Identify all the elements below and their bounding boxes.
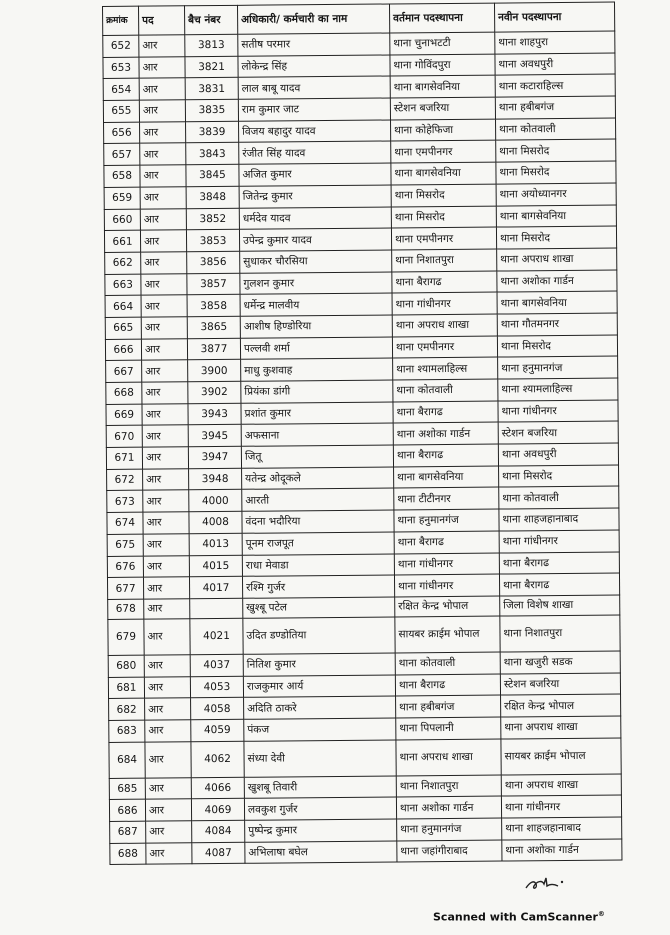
cell-badge: 3852 bbox=[186, 208, 239, 230]
cell-name: राजकुमार आर्य bbox=[243, 675, 395, 698]
cell-serial: 656 bbox=[104, 122, 140, 144]
cell-rank: आर bbox=[142, 403, 188, 425]
cell-current-posting: थाना बैरागढ bbox=[395, 674, 500, 697]
cell-new-posting: थाना हनुमानगंज bbox=[498, 356, 618, 379]
watermark-text: Scanned with CamScanner bbox=[433, 910, 598, 924]
cell-serial: 686 bbox=[109, 799, 145, 821]
cell-rank: आर bbox=[145, 777, 191, 799]
header-serial: क्रमांक bbox=[103, 6, 139, 35]
cell-current-posting: थाना बैरागढ bbox=[394, 531, 499, 554]
cell-badge: 3902 bbox=[188, 381, 241, 403]
cell-serial: 666 bbox=[105, 339, 141, 361]
cell-serial: 659 bbox=[104, 187, 140, 209]
cell-rank: आर bbox=[144, 599, 190, 619]
header-new-posting: नवीन पदस्थापना bbox=[494, 2, 614, 32]
cell-new-posting: थाना खजुरी सडक bbox=[500, 651, 620, 674]
cell-serial: 671 bbox=[106, 447, 142, 469]
cell-rank: आर bbox=[141, 295, 187, 317]
cell-current-posting: स्टेशन बजरिया bbox=[390, 97, 495, 120]
cell-name: लाल बाबू यादव bbox=[238, 76, 390, 99]
cell-serial: 660 bbox=[104, 209, 140, 231]
cell-badge: 3843 bbox=[186, 143, 239, 165]
cell-current-posting: सायबर क्राईम भोपाल bbox=[395, 616, 500, 653]
cell-name: धर्मेन्द्र मालवीय bbox=[240, 293, 392, 316]
table-body bbox=[103, 31, 622, 865]
cell-name: उदित डण्डोतिया bbox=[243, 617, 395, 654]
cell-rank: आर bbox=[140, 208, 186, 230]
cell-badge: 3948 bbox=[189, 468, 242, 490]
cell-serial: 682 bbox=[109, 698, 145, 720]
cell-new-posting: थाना बैरागढ bbox=[499, 573, 619, 596]
cell-rank: आर bbox=[140, 122, 186, 144]
cell-rank: आर bbox=[146, 842, 192, 864]
cell-name: लवकुश गुर्जर bbox=[244, 797, 396, 820]
header-current-posting: वर्तमान पदस्थापना bbox=[389, 3, 494, 33]
header-badge: बैच नंबर bbox=[185, 5, 238, 34]
cell-new-posting: थाना हबीबगंज bbox=[495, 96, 615, 119]
cell-new-posting: थाना मिसरोद bbox=[496, 226, 616, 249]
cell-current-posting: थाना बागसेवनिया bbox=[391, 162, 496, 185]
cell-rank: आर bbox=[139, 56, 185, 78]
scanner-watermark bbox=[433, 910, 605, 924]
registered-mark: ® bbox=[597, 910, 605, 918]
cell-rank: आर bbox=[142, 382, 188, 404]
cell-name: अजित कुमार bbox=[239, 163, 391, 186]
cell-badge: 3865 bbox=[187, 316, 240, 338]
cell-name: सुधाकर चौरसिया bbox=[240, 250, 392, 273]
cell-new-posting: थाना गांधीनगर bbox=[498, 400, 618, 423]
transfer-table bbox=[102, 2, 622, 866]
cell-name: विजय बहादुर यादव bbox=[239, 120, 391, 143]
cell-current-posting: थाना हनुमानगंज bbox=[397, 818, 502, 841]
cell-badge: 3947 bbox=[188, 446, 241, 468]
cell-serial: 674 bbox=[107, 512, 143, 534]
cell-serial: 677 bbox=[107, 577, 143, 599]
cell-serial: 684 bbox=[109, 742, 145, 778]
cell-new-posting: थाना मिसरोद bbox=[497, 335, 617, 358]
cell-current-posting: थाना श्यामलाहिल्स bbox=[393, 357, 498, 380]
cell-badge: 3853 bbox=[186, 229, 239, 251]
cell-badge: 4066 bbox=[191, 777, 244, 799]
cell-current-posting: थाना कोहेफिजा bbox=[391, 119, 496, 142]
cell-rank: आर bbox=[142, 360, 188, 382]
cell-new-posting: थाना शाहजहानाबाद bbox=[502, 817, 622, 840]
cell-serial: 685 bbox=[109, 778, 145, 800]
cell-serial: 662 bbox=[105, 252, 141, 274]
cell-name: प्रशांत कुमार bbox=[241, 402, 393, 425]
cell-serial: 672 bbox=[107, 469, 143, 491]
cell-rank: आर bbox=[140, 143, 186, 165]
cell-new-posting: थाना बागसेवनिया bbox=[497, 291, 617, 314]
cell-badge: 3857 bbox=[187, 273, 240, 295]
cell-name: सतीष परमार bbox=[238, 33, 390, 56]
cell-badge: 4053 bbox=[190, 676, 243, 698]
cell-rank: आर bbox=[142, 447, 188, 469]
cell-rank: आर bbox=[145, 741, 191, 777]
cell-badge: 3848 bbox=[186, 186, 239, 208]
cell-current-posting: थाना निशातपुरा bbox=[396, 775, 501, 798]
cell-rank: आर bbox=[141, 273, 187, 295]
cell-current-posting: थाना गोविंदपुरा bbox=[390, 54, 495, 77]
cell-new-posting: थाना अपराध शाखा bbox=[501, 774, 621, 797]
cell-new-posting: थाना मिसरोद bbox=[496, 161, 616, 184]
cell-name: पल्लवी शर्मा bbox=[240, 337, 392, 360]
cell-serial: 663 bbox=[105, 274, 141, 296]
cell-rank: आर bbox=[144, 655, 190, 677]
cell-name: गुलशन कुमार bbox=[240, 272, 392, 295]
cell-current-posting: थाना टीटीनगर bbox=[394, 487, 499, 510]
cell-badge: 3831 bbox=[185, 78, 238, 100]
cell-current-posting: थाना मिसरोद bbox=[391, 184, 496, 207]
cell-new-posting: रक्षित केन्द्र भोपाल bbox=[501, 694, 621, 717]
cell-badge: 3813 bbox=[185, 34, 238, 56]
cell-name: अभिलाषा बघेल bbox=[245, 841, 397, 864]
cell-name: पूनम राजपूत bbox=[242, 532, 394, 555]
cell-serial: 688 bbox=[110, 843, 146, 865]
cell-name: पंकज bbox=[244, 718, 396, 741]
cell-new-posting: थाना अशोका गार्डन bbox=[502, 839, 622, 862]
cell-new-posting: थाना श्यामलाहिल्स bbox=[498, 378, 618, 401]
cell-current-posting: थाना जहांगीराबाद bbox=[397, 840, 502, 863]
cell-rank: आर bbox=[144, 619, 190, 655]
cell-new-posting: थाना कटाराहिल्स bbox=[495, 74, 615, 97]
cell-serial: 687 bbox=[110, 821, 146, 843]
cell-name: धर्मदेव यादव bbox=[239, 206, 391, 229]
cell-current-posting: थाना बागसेवनिया bbox=[390, 75, 495, 98]
cell-new-posting: थाना कोतवाली bbox=[495, 118, 615, 141]
cell-rank: आर bbox=[139, 78, 185, 100]
cell-name: अदिति ठाकरे bbox=[244, 696, 396, 719]
cell-new-posting: थाना गांधीनगर bbox=[499, 530, 619, 553]
header-name: अधिकारी/ कर्मचारी का नाम bbox=[237, 4, 389, 34]
cell-current-posting: थाना पिपलानी bbox=[396, 717, 501, 740]
cell-serial: 658 bbox=[104, 165, 140, 187]
cell-name: यतेन्द्र ओदूकले bbox=[242, 467, 394, 490]
cell-serial: 668 bbox=[106, 382, 142, 404]
cell-badge: 3943 bbox=[188, 403, 241, 425]
cell-name: माधु कुशवाह bbox=[241, 358, 393, 381]
cell-name: नितिश कुमार bbox=[243, 653, 395, 676]
cell-new-posting: जिला विशेष शाखा bbox=[500, 595, 620, 616]
cell-badge: 4059 bbox=[191, 719, 244, 741]
cell-name: अफसाना bbox=[241, 423, 393, 446]
cell-serial: 661 bbox=[104, 230, 140, 252]
cell-badge: 4017 bbox=[189, 576, 242, 598]
cell-badge: 4000 bbox=[189, 490, 242, 512]
cell-new-posting: थाना बागसेवनिया bbox=[496, 205, 616, 228]
cell-current-posting: थाना एमपीनगर bbox=[392, 336, 497, 359]
cell-badge: 4058 bbox=[191, 698, 244, 720]
cell-new-posting: थाना अपराध शाखा bbox=[497, 248, 617, 271]
cell-serial: 673 bbox=[107, 491, 143, 513]
cell-name: संध्या देवी bbox=[244, 740, 396, 777]
cell-new-posting: स्टेशन बजरिया bbox=[498, 421, 618, 444]
cell-current-posting: थाना अपराध शाखा bbox=[392, 314, 497, 337]
cell-name: खुशबू तिवारी bbox=[244, 776, 396, 799]
cell-current-posting: थाना मिसरोद bbox=[391, 206, 496, 229]
cell-rank: आर bbox=[146, 821, 192, 843]
cell-name: खुश्बू पटेल bbox=[243, 597, 395, 618]
cell-serial: 676 bbox=[107, 556, 143, 578]
cell-serial: 681 bbox=[108, 677, 144, 699]
cell-rank: आर bbox=[140, 187, 186, 209]
cell-current-posting: थाना हबीबगंज bbox=[396, 695, 501, 718]
cell-current-posting: थाना बैरागढ bbox=[393, 401, 498, 424]
cell-current-posting: थाना अशोका गार्डन bbox=[393, 422, 498, 445]
signature bbox=[522, 872, 572, 896]
cell-badge: 3835 bbox=[185, 99, 238, 121]
cell-name: पुष्पेन्द्र कुमार bbox=[245, 819, 397, 842]
cell-new-posting: थाना अशोका गार्डन bbox=[497, 270, 617, 293]
cell-rank: आर bbox=[144, 676, 190, 698]
cell-new-posting: थाना अपराध शाखा bbox=[501, 716, 621, 739]
cell-serial: 683 bbox=[109, 720, 145, 742]
cell-current-posting: थाना गांधीनगर bbox=[392, 292, 497, 315]
cell-name: राधा मेवाडा bbox=[242, 553, 394, 576]
cell-rank: आर bbox=[139, 35, 185, 57]
cell-name: आरती bbox=[242, 488, 394, 511]
cell-new-posting: थाना शाहजहानाबाद bbox=[499, 508, 619, 531]
cell-name: आशीष हिण्डोरिया bbox=[240, 315, 392, 338]
cell-serial: 653 bbox=[103, 57, 139, 79]
cell-name: प्रियंका डांगी bbox=[241, 380, 393, 403]
cell-current-posting: थाना गांधीनगर bbox=[394, 574, 499, 597]
table-header-row bbox=[103, 2, 615, 35]
cell-serial: 670 bbox=[106, 426, 142, 448]
cell-rank: आर bbox=[143, 534, 189, 556]
cell-new-posting: थाना मिसरोद bbox=[499, 465, 619, 488]
cell-current-posting: थाना निशातपुरा bbox=[392, 249, 497, 272]
cell-new-posting: थाना गौतमनगर bbox=[497, 313, 617, 336]
cell-name: जितू bbox=[241, 445, 393, 468]
cell-serial: 664 bbox=[105, 295, 141, 317]
cell-current-posting: थाना एमपीनगर bbox=[391, 227, 496, 250]
cell-current-posting: थाना अशोका गार्डन bbox=[396, 796, 501, 819]
cell-badge: 4021 bbox=[190, 618, 243, 654]
cell-new-posting: थाना गांधीनगर bbox=[501, 795, 621, 818]
cell-current-posting: थाना एमपीनगर bbox=[391, 141, 496, 164]
cell-badge: 3900 bbox=[188, 360, 241, 382]
cell-serial: 680 bbox=[108, 655, 144, 677]
cell-badge: 4062 bbox=[191, 741, 244, 777]
cell-new-posting: थाना अयोध्यानगर bbox=[496, 183, 616, 206]
cell-current-posting: थाना कोतवाली bbox=[393, 379, 498, 402]
cell-new-posting: थाना अवधपुरी bbox=[495, 53, 615, 76]
cell-rank: आर bbox=[145, 799, 191, 821]
cell-current-posting: थाना गांधीनगर bbox=[394, 553, 499, 576]
cell-rank: आर bbox=[143, 490, 189, 512]
cell-new-posting: सायबर क्राईम भोपाल bbox=[501, 738, 621, 775]
cell-serial: 665 bbox=[105, 317, 141, 339]
cell-new-posting: थाना कोतवाली bbox=[499, 486, 619, 509]
cell-badge: 4015 bbox=[189, 555, 242, 577]
cell-badge: 4008 bbox=[189, 511, 242, 533]
cell-badge: 4084 bbox=[192, 820, 245, 842]
cell-badge: 3856 bbox=[187, 251, 240, 273]
cell-badge: 3945 bbox=[188, 425, 241, 447]
cell-badge: 4087 bbox=[192, 842, 245, 864]
cell-badge: 3845 bbox=[186, 164, 239, 186]
cell-rank: आर bbox=[143, 555, 189, 577]
cell-badge: 4037 bbox=[190, 654, 243, 676]
cell-badge: 3821 bbox=[185, 56, 238, 78]
cell-new-posting: थाना अवधपुरी bbox=[498, 443, 618, 466]
cell-name: उपेन्द्र कुमार यादव bbox=[239, 228, 391, 251]
table-row bbox=[108, 615, 620, 655]
cell-serial: 654 bbox=[103, 79, 139, 101]
cell-new-posting: थाना शाहपुरा bbox=[495, 31, 615, 54]
cell-name: वंदना भदौरिया bbox=[242, 510, 394, 533]
cell-badge bbox=[190, 598, 243, 618]
cell-new-posting: थाना निशातपुरा bbox=[500, 615, 620, 652]
cell-current-posting: थाना अपराध शाखा bbox=[396, 739, 501, 776]
cell-badge: 3858 bbox=[187, 295, 240, 317]
cell-current-posting: थाना बैरागढ bbox=[393, 444, 498, 467]
cell-rank: आर bbox=[140, 230, 186, 252]
cell-current-posting: रक्षित केन्द्र भोपाल bbox=[395, 596, 500, 617]
cell-serial: 667 bbox=[106, 360, 142, 382]
cell-current-posting: थाना कोतवाली bbox=[395, 652, 500, 675]
cell-badge: 4069 bbox=[191, 799, 244, 821]
cell-rank: आर bbox=[143, 512, 189, 534]
cell-serial: 679 bbox=[108, 619, 144, 655]
cell-rank: आर bbox=[139, 100, 185, 122]
cell-new-posting: स्टेशन बजरिया bbox=[500, 673, 620, 696]
cell-rank: आर bbox=[145, 720, 191, 742]
cell-rank: आर bbox=[141, 317, 187, 339]
cell-serial: 678 bbox=[108, 599, 144, 619]
cell-serial: 657 bbox=[104, 144, 140, 166]
cell-new-posting: थाना मिसरोद bbox=[496, 139, 616, 162]
table-row bbox=[110, 839, 622, 865]
cell-new-posting: थाना बैरागढ bbox=[499, 552, 619, 575]
cell-rank: आर bbox=[143, 577, 189, 599]
cell-rank: आर bbox=[141, 252, 187, 274]
cell-rank: आर bbox=[145, 698, 191, 720]
cell-serial: 652 bbox=[103, 35, 139, 57]
cell-rank: आर bbox=[142, 425, 188, 447]
cell-badge: 4013 bbox=[189, 533, 242, 555]
cell-name: राम कुमार जाट bbox=[238, 98, 390, 121]
cell-current-posting: थाना चुनाभटटी bbox=[390, 32, 495, 55]
cell-name: रश्मि गुर्जर bbox=[242, 575, 394, 598]
cell-current-posting: थाना बैरागढ bbox=[392, 271, 497, 294]
table-row bbox=[109, 738, 621, 778]
cell-rank: आर bbox=[143, 469, 189, 491]
cell-current-posting: थाना बागसेवनिया bbox=[394, 466, 499, 489]
cell-current-posting: थाना हनुमानगंज bbox=[394, 509, 499, 532]
header-rank: पद bbox=[139, 6, 185, 35]
cell-name: रंजीत सिंह यादव bbox=[239, 141, 391, 164]
cell-rank: आर bbox=[141, 338, 187, 360]
cell-badge: 3877 bbox=[187, 338, 240, 360]
cell-name: लोकेन्द्र सिंह bbox=[238, 55, 390, 78]
cell-serial: 675 bbox=[107, 534, 143, 556]
cell-badge: 3839 bbox=[186, 121, 239, 143]
cell-name: जितेन्द्र कुमार bbox=[239, 185, 391, 208]
cell-serial: 669 bbox=[106, 404, 142, 426]
cell-serial: 655 bbox=[103, 100, 139, 122]
cell-rank: आर bbox=[140, 165, 186, 187]
